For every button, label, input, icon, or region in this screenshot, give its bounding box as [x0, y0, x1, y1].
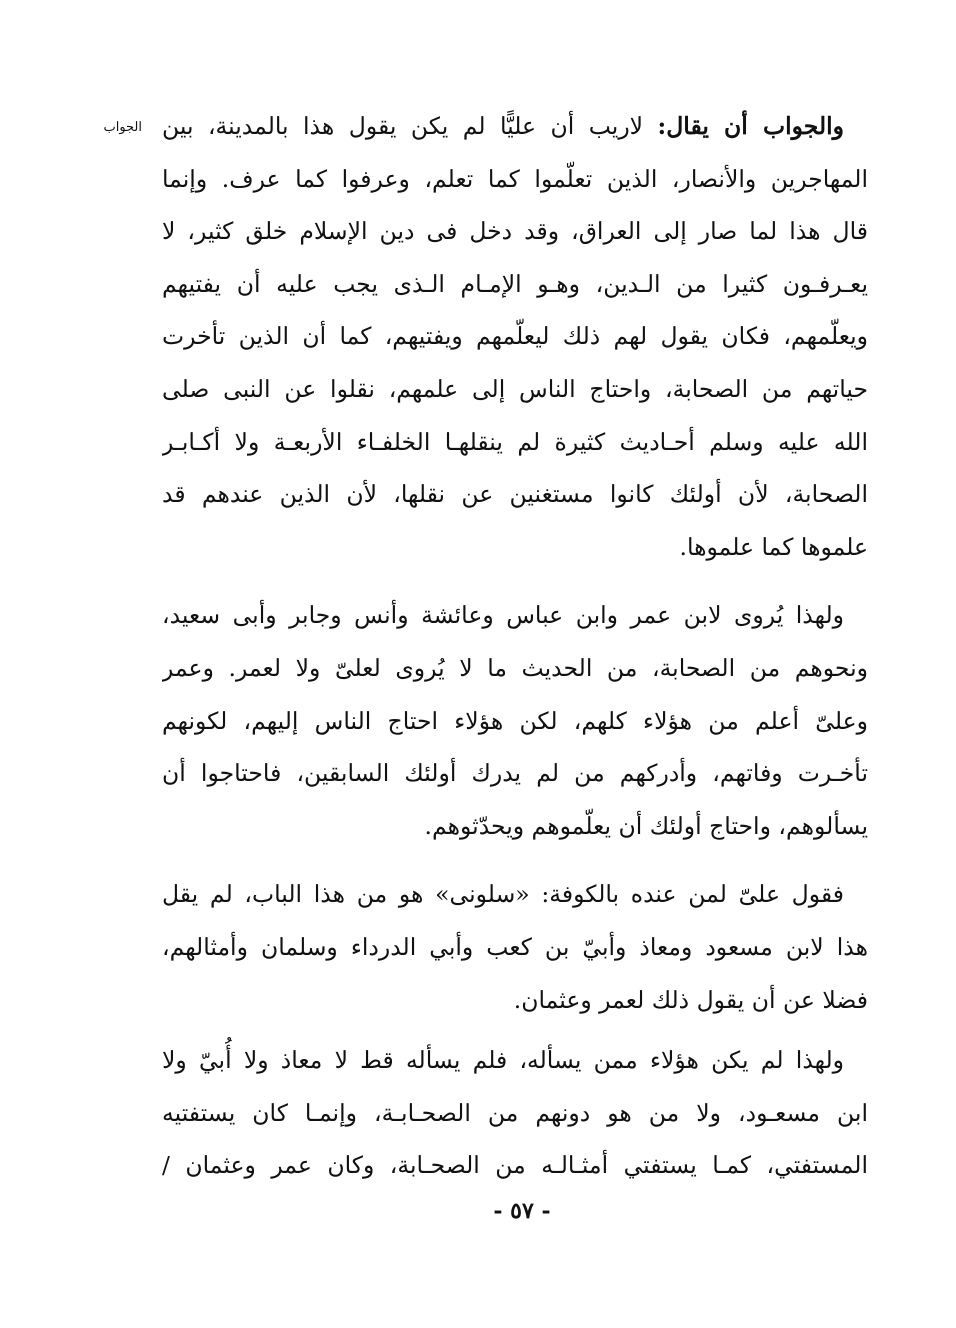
- paragraph-4: [162, 1034, 868, 1192]
- text-line: قال هذا لما صار إلى العراق، وقد دخل فى دين الإسلام خلق كثير، لا: [162, 217, 868, 246]
- paragraph-lead: والجواب أن يقال:: [657, 112, 844, 140]
- text-line: المستفتي، كمـا يستفتي أمثـالـه من الصحـابة، وكان عمر وعثمان /: [162, 1151, 868, 1180]
- margin-note: الجواب: [103, 120, 142, 135]
- page-number: [0, 1198, 956, 1224]
- text-line: تأخـرت وفاتهم، وأدركهم من لم يدرك أولئك السابقين، فاحتاجوا أن: [162, 759, 868, 788]
- text-line: ويعلّمهم، فكان يقول لهم ذلك ليعلّمهم ويفتيهم، كما أن الذين تأخرت: [162, 322, 868, 351]
- text-line: الصحابة، لأن أولئك كانوا مستغنين عن نقلها، لأن الذين عندهم قد: [162, 480, 868, 509]
- text-line: المهاجرين والأنصار، الذين تعلّموا كما تعلم، وعرفوا كما عرف. وإنما: [162, 164, 868, 193]
- text-span: لاريب أن عليًّا لم يكن يقول هذا بالمدينة، بين: [162, 112, 658, 140]
- text-line: ولهذا يُروى لابن عمر وابن عباس وعائشة وأنس وجابر وأبى سعيد،: [162, 601, 844, 630]
- text-line: يعـرفـون كثيرا من الـدين، وهـو الإمـام الـذى يجب عليه أن يفتيهم: [162, 269, 868, 298]
- paragraph-2: [162, 589, 868, 852]
- text-line: هذا لابن مسعود ومعاذ وأبيّ بن كعب وأبي الدرداء وسلمان وأمثالهم،: [162, 932, 868, 961]
- text-line: ابن مسعـود، ولا من هو دونهم من الصحـابـة، وإنمـا كان يستفتيه: [162, 1098, 868, 1127]
- text-line: علموها كما علموها.: [679, 532, 868, 561]
- text-line: حياتهم من الصحابة، واحتاج الناس إلى علمهم، نقلوا عن النبى صلى: [162, 374, 868, 403]
- text-line: الله عليه وسلم أحـاديث كثيرة لم ينقلهـا الخلفـاء الأربعـة ولا أكـابـر: [162, 427, 868, 456]
- text-line: فقول علىّ لمن عنده بالكوفة: «سلونى» هو من هذا الباب، لم يقل: [162, 880, 844, 909]
- text-line: يسألوهم، واحتاج أولئك أن يعلّموهم ويحدّثوهم.: [424, 811, 868, 840]
- paragraph-3: [162, 868, 868, 1026]
- text-line: ولهذا لم يكن هؤلاء ممن يسأله، فلم يسأله قط لا معاذ ولا أُبيّ ولا: [162, 1046, 844, 1075]
- text-line: فضلا عن أن يقول ذلك لعمر وعثمان.: [513, 985, 868, 1014]
- paragraph-1: [162, 100, 868, 573]
- text-line: ونحوهم من الصحابة، من الحديث ما لا يُروى لعلىّ ولا لعمر. وعمر: [162, 653, 868, 682]
- page-number-text: - ٥٧ -: [493, 1198, 551, 1224]
- body-text: [162, 100, 868, 1192]
- text-line: وعلىّ أعلم من هؤلاء كلهم، لكن هؤلاء احتاج الناس إليهم، لكونهم: [162, 706, 868, 735]
- text-line: [162, 100, 868, 153]
